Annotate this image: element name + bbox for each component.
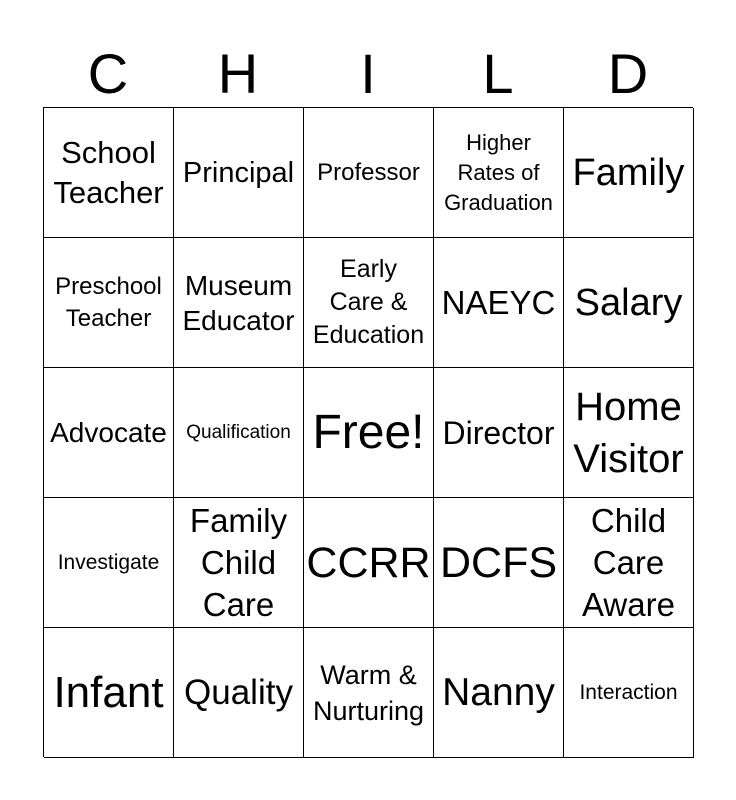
bingo-cell [174, 628, 304, 758]
cell-label: Warm & Nurturing [312, 659, 425, 726]
cell-label: Quality [184, 672, 293, 712]
bingo-cell [434, 238, 564, 368]
bingo-cell [564, 628, 694, 758]
bingo-cell [304, 108, 434, 238]
cell-label: Advocate [50, 416, 167, 448]
bingo-cell [304, 238, 434, 368]
cell-label: Principal [182, 156, 295, 189]
cell-label: Infant [53, 667, 164, 717]
bingo-cell [304, 368, 434, 498]
cell-label: Family [572, 151, 685, 194]
cell-label: Free! [312, 405, 425, 459]
cell-label: CCRR [306, 538, 431, 587]
cell-label: Family Child Care [189, 501, 288, 623]
header-letter-i: I [360, 42, 376, 105]
bingo-cell [564, 368, 694, 498]
cell-label: Child Care Aware [582, 501, 675, 623]
header-letter-c: C [87, 42, 129, 105]
bingo-cell [44, 108, 174, 238]
header-letter-h: H [217, 42, 259, 105]
bingo-cell [564, 108, 694, 238]
cell-label: NAEYC [441, 283, 556, 321]
bingo-header [43, 40, 693, 108]
cell-label: Nanny [442, 670, 555, 714]
cell-label: Early Care & Education [312, 255, 425, 349]
cell-label: DCFS [439, 538, 558, 587]
cell-label: Museum Educator [182, 269, 295, 336]
bingo-cell [434, 498, 564, 628]
bingo-cell [434, 368, 564, 498]
bingo-cell [174, 498, 304, 628]
cell-label: School Teacher [53, 134, 164, 210]
cell-label: Director [442, 414, 555, 451]
bingo-cell [44, 238, 174, 368]
bingo-cell [564, 238, 694, 368]
bingo-card [43, 107, 693, 757]
bingo-cell [434, 628, 564, 758]
cell-label: Salary [574, 281, 683, 324]
cell-label: Home Visitor [573, 384, 684, 481]
cell-label: Investigate [57, 550, 160, 574]
bingo-cell [304, 498, 434, 628]
cell-label: Higher Rates of Graduation [444, 129, 553, 215]
header-letter-l: L [482, 42, 514, 105]
bingo-cell [304, 628, 434, 758]
bingo-cell [174, 368, 304, 498]
bingo-cell [564, 498, 694, 628]
bingo-cell [44, 368, 174, 498]
bingo-cell [44, 628, 174, 758]
cell-label: Professor [317, 158, 420, 186]
bingo-cell [174, 108, 304, 238]
cell-label: Preschool Teacher [55, 272, 162, 332]
bingo-cell [174, 238, 304, 368]
cell-label: Interaction [579, 680, 678, 704]
bingo-cell [434, 108, 564, 238]
cell-label: Qualification [186, 421, 291, 443]
bingo-cell [44, 498, 174, 628]
header-letter-d: D [607, 42, 649, 105]
